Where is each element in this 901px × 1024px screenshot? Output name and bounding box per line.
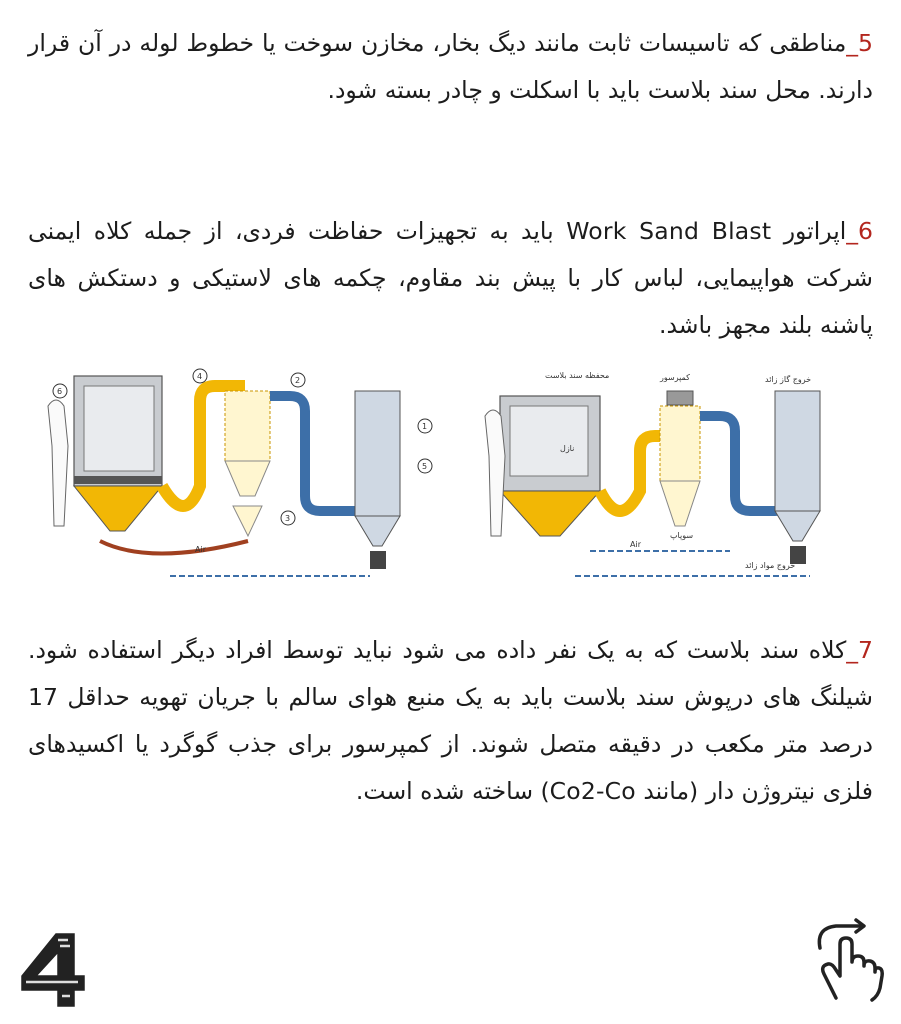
separator-left	[225, 391, 270, 461]
air-label-left: Air	[195, 545, 206, 554]
label-compressor: کمپرسور	[660, 373, 690, 382]
label-waste: خروج مواد زائد	[745, 561, 796, 570]
svg-text:6: 6	[57, 387, 63, 396]
collector-cone-left	[355, 516, 400, 546]
storage-hopper-left	[233, 506, 262, 536]
diagram-right	[485, 371, 820, 576]
paragraph-5	[28, 20, 873, 114]
separator-cone-right	[660, 481, 700, 526]
sandblast-system-diagram	[30, 366, 872, 596]
cabinet-window-right	[510, 406, 588, 476]
label-cabinet: محفظه سند بلاست	[545, 371, 610, 380]
paragraph-7	[28, 627, 873, 815]
label-air-right: Air	[630, 540, 641, 549]
diagram-left	[48, 369, 432, 576]
return-hose-left	[100, 541, 248, 554]
separator-right	[660, 406, 700, 481]
sand-hopper-left	[74, 486, 162, 531]
svg-text:5: 5	[422, 462, 428, 471]
item-number-6: 6_	[846, 217, 873, 245]
number-4-logo-icon	[18, 930, 88, 1008]
tap-hand-icon[interactable]	[812, 918, 884, 1004]
svg-text:2: 2	[295, 376, 301, 385]
operator-figure-left	[48, 400, 68, 526]
dust-collector-left	[355, 391, 400, 516]
cabinet-window-left	[84, 386, 154, 471]
compressor-right	[667, 391, 693, 405]
label-valve: سوپاپ	[670, 531, 694, 540]
paragraph-7-text: کلاه سند بلاست که به یک نفر داده می شود نباید توسط افراد دیگر استفاده شود. شیلنگ های درپوش سند بلاست باید به یک منبع هوای سالم با جریان تهویه حداقل 17 درصد متر مکعب در دقیقه متصل شوند. از کمپرسور برای جذب گوگرد یا اکسیدهای فلزی نیتروژن دار (مانند Co2-Co) ساخته شده است.	[28, 636, 873, 805]
svg-text:1: 1	[422, 422, 428, 431]
label-exhaust: خروج گاز زائد	[765, 375, 812, 384]
item-number-5: 5_	[846, 29, 873, 57]
grate-left	[74, 476, 162, 484]
svg-text:4: 4	[197, 372, 203, 381]
separator-cone-left	[225, 461, 270, 496]
svg-text:3: 3	[285, 514, 291, 523]
paragraph-6-text: اپراتور Work Sand Blast باید به تجهیزات حفاظت فردی، از جمله کلاه ایمنی شرکت هواپیمایی، لباس کار با پیش بند مقاوم، چکمه های لاستیکی و دستکش های پاشنه بلند مجهز باشد.	[28, 217, 873, 339]
sand-hopper-right	[500, 491, 600, 536]
label-nozzle: نازل	[560, 444, 575, 453]
item-number-7: 7_	[846, 636, 873, 664]
waste-bin-left	[370, 551, 386, 569]
dust-collector-right	[775, 391, 820, 511]
collector-cone-right	[775, 511, 820, 541]
operator-figure-right	[485, 410, 505, 536]
paragraph-6	[28, 208, 873, 349]
paragraph-5-text: مناطقی که تاسیسات ثابت مانند دیگ بخار، مخازن سوخت یا خطوط لوله در آن قرار دارند. محل سند بلاست باید با اسکلت و چادر بسته شود.	[28, 29, 873, 104]
